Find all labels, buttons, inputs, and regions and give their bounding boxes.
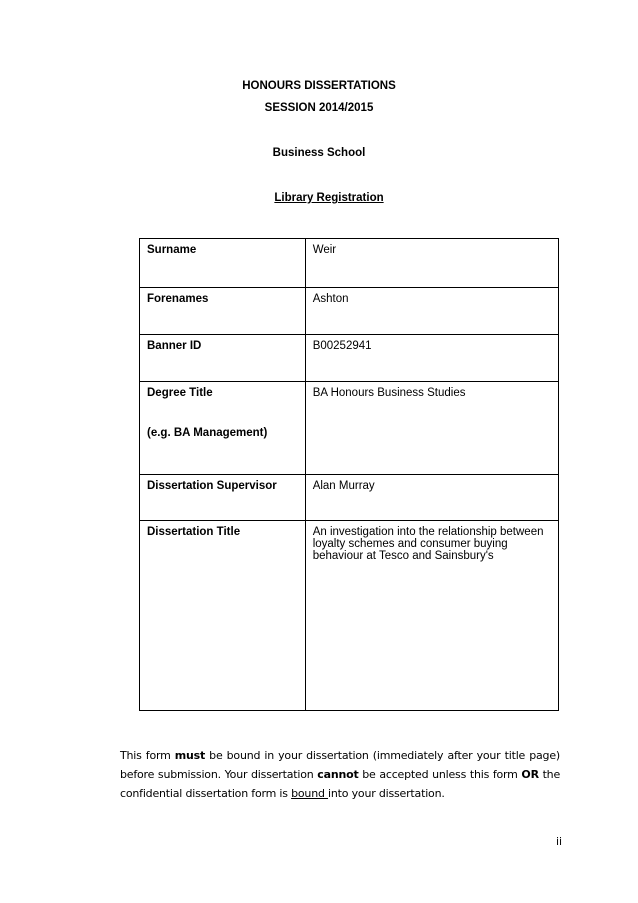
dissertation-title-label: Dissertation Title xyxy=(140,521,306,711)
notice-text: This form xyxy=(120,749,175,762)
banner-id-value: B00252941 xyxy=(305,335,558,382)
banner-id-label: Banner ID xyxy=(140,335,306,382)
notice-emphasis-cannot: cannot xyxy=(317,768,359,781)
document-title: HONOURS DISSERTATIONS xyxy=(242,80,396,92)
notice-emphasis-bound: bound xyxy=(291,787,329,800)
degree-title-example: (e.g. BA Management) xyxy=(147,427,268,439)
forenames-label: Forenames xyxy=(140,288,306,335)
degree-title-value: BA Honours Business Studies xyxy=(305,382,558,475)
table-row xyxy=(140,335,559,382)
degree-title-label: Degree Title xyxy=(147,387,213,399)
degree-title-cell xyxy=(140,382,306,475)
table-row xyxy=(140,239,559,288)
surname-label: Surname xyxy=(140,239,306,288)
table-row xyxy=(140,521,559,711)
notice-emphasis-or: OR xyxy=(521,768,539,781)
school-name: Business School xyxy=(272,147,366,159)
surname-value: Weir xyxy=(305,239,558,288)
notice-text: be accepted unless this form xyxy=(358,768,522,781)
table-row xyxy=(140,475,559,521)
registration-table xyxy=(139,238,559,711)
forenames-value: Ashton xyxy=(305,288,558,335)
form-name: Library Registration xyxy=(274,192,384,204)
binding-notice xyxy=(120,746,560,803)
supervisor-label: Dissertation Supervisor xyxy=(140,475,306,521)
supervisor-value: Alan Murray xyxy=(305,475,558,521)
notice-emphasis-must: must xyxy=(174,749,206,762)
session-label: SESSION 2014/2015 xyxy=(264,102,374,114)
dissertation-title-value: An investigation into the relationship between loyalty schemes and consumer buying behaviour at Tesco and Sainsbury's xyxy=(305,521,558,711)
table-row xyxy=(140,382,559,475)
notice-text: the confidential dissertation form is xyxy=(120,768,561,800)
table-row xyxy=(140,288,559,335)
notice-text: be bound in your dissertation (immediately after your title page) before submission. Your dissertation xyxy=(120,749,560,781)
notice-text: into your dissertation. xyxy=(328,787,445,800)
page-number: ii xyxy=(556,835,563,848)
